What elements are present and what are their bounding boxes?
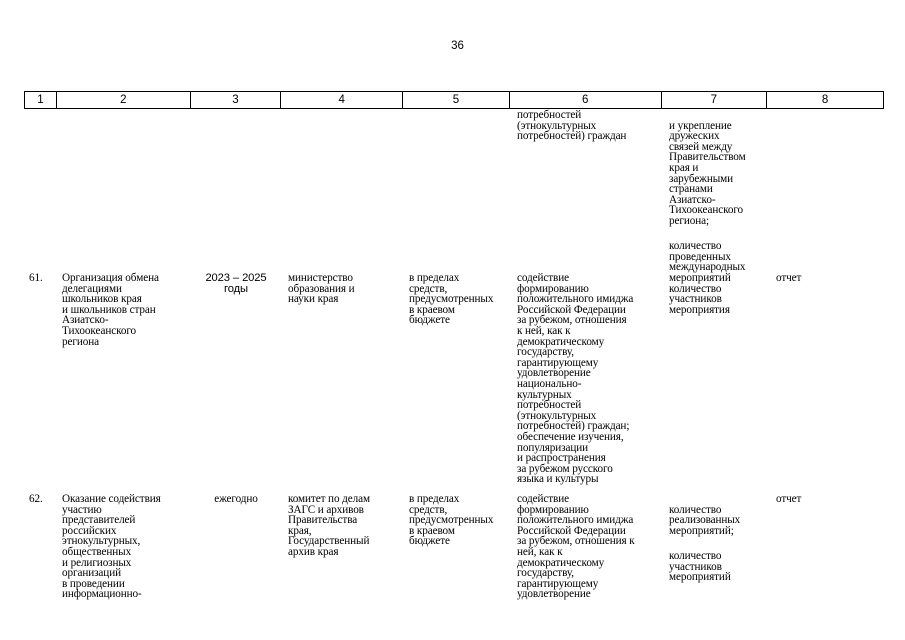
row-61-executor: министерство образования и науки края	[288, 272, 355, 306]
row-62-report: отчет	[776, 493, 802, 505]
row-61-indicators	[669, 273, 769, 326]
row-61-report: отчет	[776, 272, 802, 284]
table-header-row	[24, 91, 884, 109]
column-header-7: 7	[662, 92, 768, 108]
continuation-indicator-text: количество проведенных международных мероприятий	[669, 240, 746, 284]
row-61-activity: Организация обмена делегациями школьников края и школьников стран Азиатско- Тихоокеанского региона	[62, 272, 159, 348]
continuation-indicators-cell	[669, 110, 769, 294]
row-62-indicator-text: количество реализованных мероприятий;	[669, 503, 741, 537]
continuation-indicator-text: и укрепление дружеских связей между Правительством края и зарубежными странами Азиатско- Тихоокеанского региона;	[669, 119, 746, 227]
column-header-6: 6	[510, 92, 662, 108]
continuation-purpose-cell: потребностей (этнокультурных потребностей) граждан	[517, 109, 627, 143]
column-header-2: 2	[57, 92, 191, 108]
column-header-5: 5	[403, 92, 510, 108]
row-61-number: 61.	[29, 272, 43, 284]
row-62-indicator-text: количество участников мероприятий	[669, 549, 731, 584]
row-61-indicator-text: количество участников мероприятия	[669, 282, 730, 316]
row-61-funding: в пределах средств, предусмотренных в краевом бюджете	[409, 272, 494, 327]
column-header-1: 1	[25, 92, 57, 108]
row-62-number: 62.	[29, 493, 43, 505]
row-62-purpose: содействие формированию положительного имиджа Российской Федерации за рубежом, отношения к ней, как к демократическому государству, гарантирующему удовлетворение	[517, 493, 635, 601]
row-62-funding: в пределах средств, предусмотренных в краевом бюджете	[409, 493, 494, 548]
row-61-purpose: содействие формированию положительного имиджа Российской Федерации за рубежом, отношения к ней, как к демократическому государству, гарантирующему удовлетворение национально- культурных потребностей (этнокультурных потребностей) граждан; обеспечение изучения, популяризации и распространения за рубежом русского языка и культуры	[517, 272, 634, 486]
page-number: 36	[451, 40, 464, 52]
row-62-period: ежегодно	[214, 493, 258, 505]
row-61-period: 2023 – 2025 годы	[205, 272, 267, 295]
row-62-activity: Оказание содействия участию представителей российских этнокультурных, общественных и религиозных организаций в проведении информационно-	[62, 493, 161, 601]
column-header-4: 4	[281, 92, 403, 108]
column-header-3: 3	[191, 92, 282, 108]
column-header-8: 8	[821, 94, 829, 106]
row-62-indicators	[669, 494, 769, 593]
row-62-executor: комитет по делам ЗАГС и архивов Правительства края, Государственный архив края	[288, 493, 370, 558]
